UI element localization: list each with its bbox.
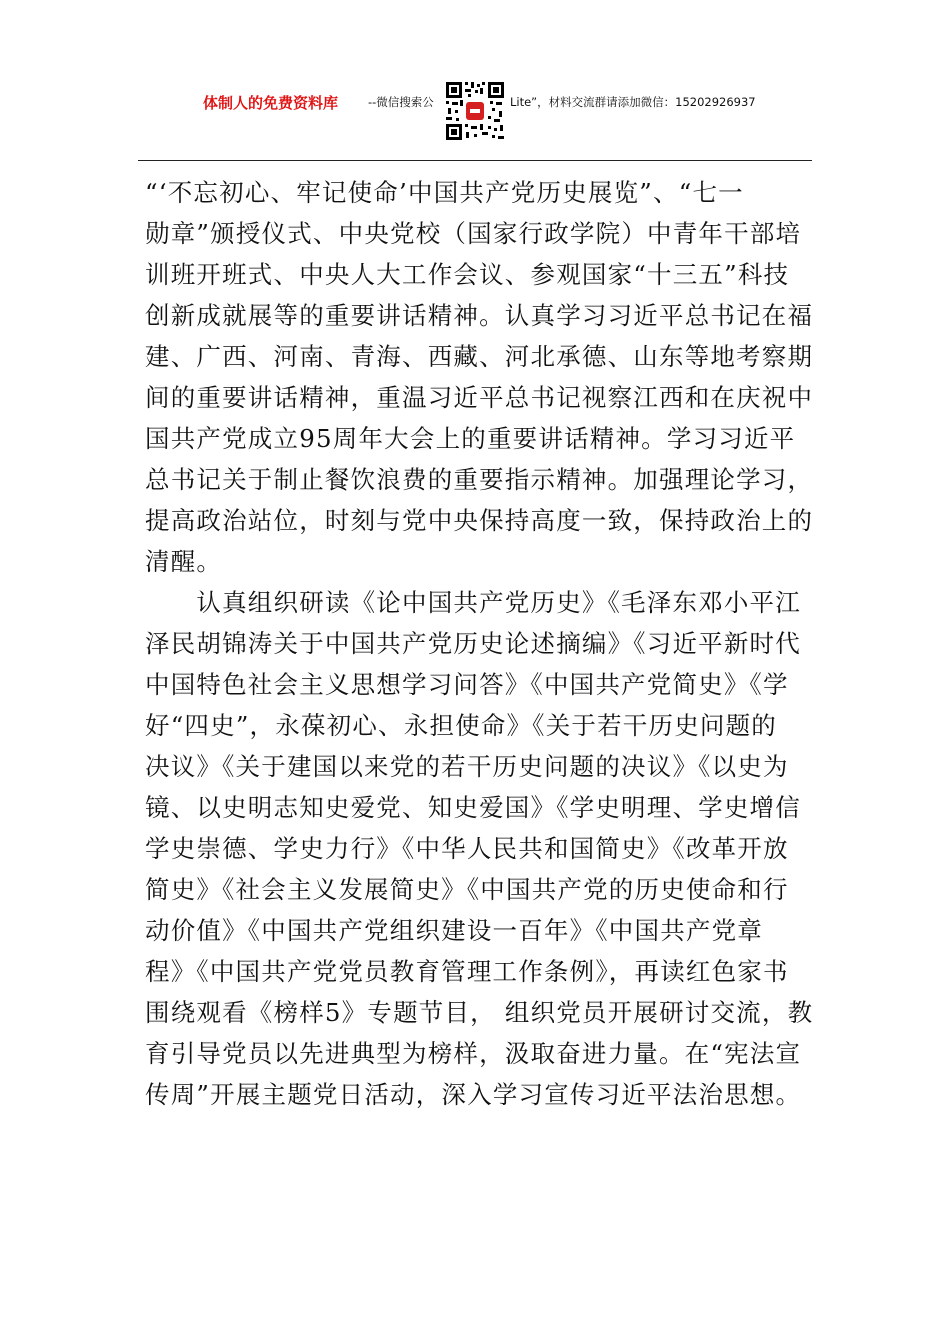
text-line: 传周”开展主题党日活动，深入学习宣传习近平法治思想。 [145,1080,802,1109]
text-line: 育引导党员以先进典型为榜样，汲取奋进力量。在“宪法宣 [145,1039,802,1068]
text-line: 间的重要讲话精神，重温习近平总书记视察江西和在庆祝中 [145,383,814,412]
text-line: 建、广西、河南、青海、西藏、河北承德、山东等地考察期 [145,342,814,371]
text-line: 泽民胡锦涛关于中国共产党历史论述摘编》《习近平新时代 [145,629,801,658]
brand-title: 体制人的免费资料库 [203,94,339,112]
text-line: 国共产党成立95周年大会上的重要讲话精神。学习习近平 [145,424,796,453]
qr-code-icon [444,80,506,142]
text-line: 提高政治站位，时刻与党中央保持高度一致，保持政治上的 [145,506,814,535]
header-divider [138,160,812,161]
text-line: 围绕观看《榜样5》专题节目， 组织党员开展研讨交流，教 [145,998,814,1027]
text-line: 学史崇德、学史力行》《中华人民共和国简史》《改革开放 [145,834,789,863]
text-line: 训班开班式、中央人大工作会议、参观国家“十三五”科技 [145,260,790,289]
text-line: “‘不忘初心、牢记使命’中国共产党历史展览”、“七一 [145,178,744,207]
search-hint: --微信搜索公 [368,95,434,109]
text-line: 动价值》《中国共产党组织建设一百年》《中国共产党章 [145,916,763,945]
contact-info: Lite”，材料交流群请添加微信：15202926937 [510,95,756,109]
text-line: 创新成就展等的重要讲话精神。认真学习习近平总书记在福 [145,301,814,330]
text-line: 认真组织研读《论中国共产党历史》《毛泽东邓小平江 [145,588,801,617]
document-body [145,172,814,1115]
text-line: 好“四史”，永葆初心、永担使命》《关于若干历史问题的 [145,711,777,740]
text-line: 镜、以史明志知史爱党、知史爱国》《学史明理、学史增信 [145,793,801,822]
paragraph [145,172,814,582]
text-line: 程》《中国共产党党员教育管理工作条例》，再读红色家书 [145,957,789,986]
text-line: 简史》《社会主义发展简史》《中国共产党的历史使命和行 [145,875,789,904]
text-line: 清醒。 [145,547,223,576]
page-header [0,80,950,150]
text-line: 决议》《关于建国以来党的若干历史问题的决议》《以史为 [145,752,789,781]
text-line: 中国特色社会主义思想学习问答》《中国共产党简史》《学 [145,670,789,699]
text-line: 总书记关于制止餐饮浪费的重要指示精神。加强理论学习， [145,465,814,494]
text-line: 勋章”颁授仪式、中央党校（国家行政学院）中青年干部培 [145,219,802,248]
paragraph [145,582,814,1115]
